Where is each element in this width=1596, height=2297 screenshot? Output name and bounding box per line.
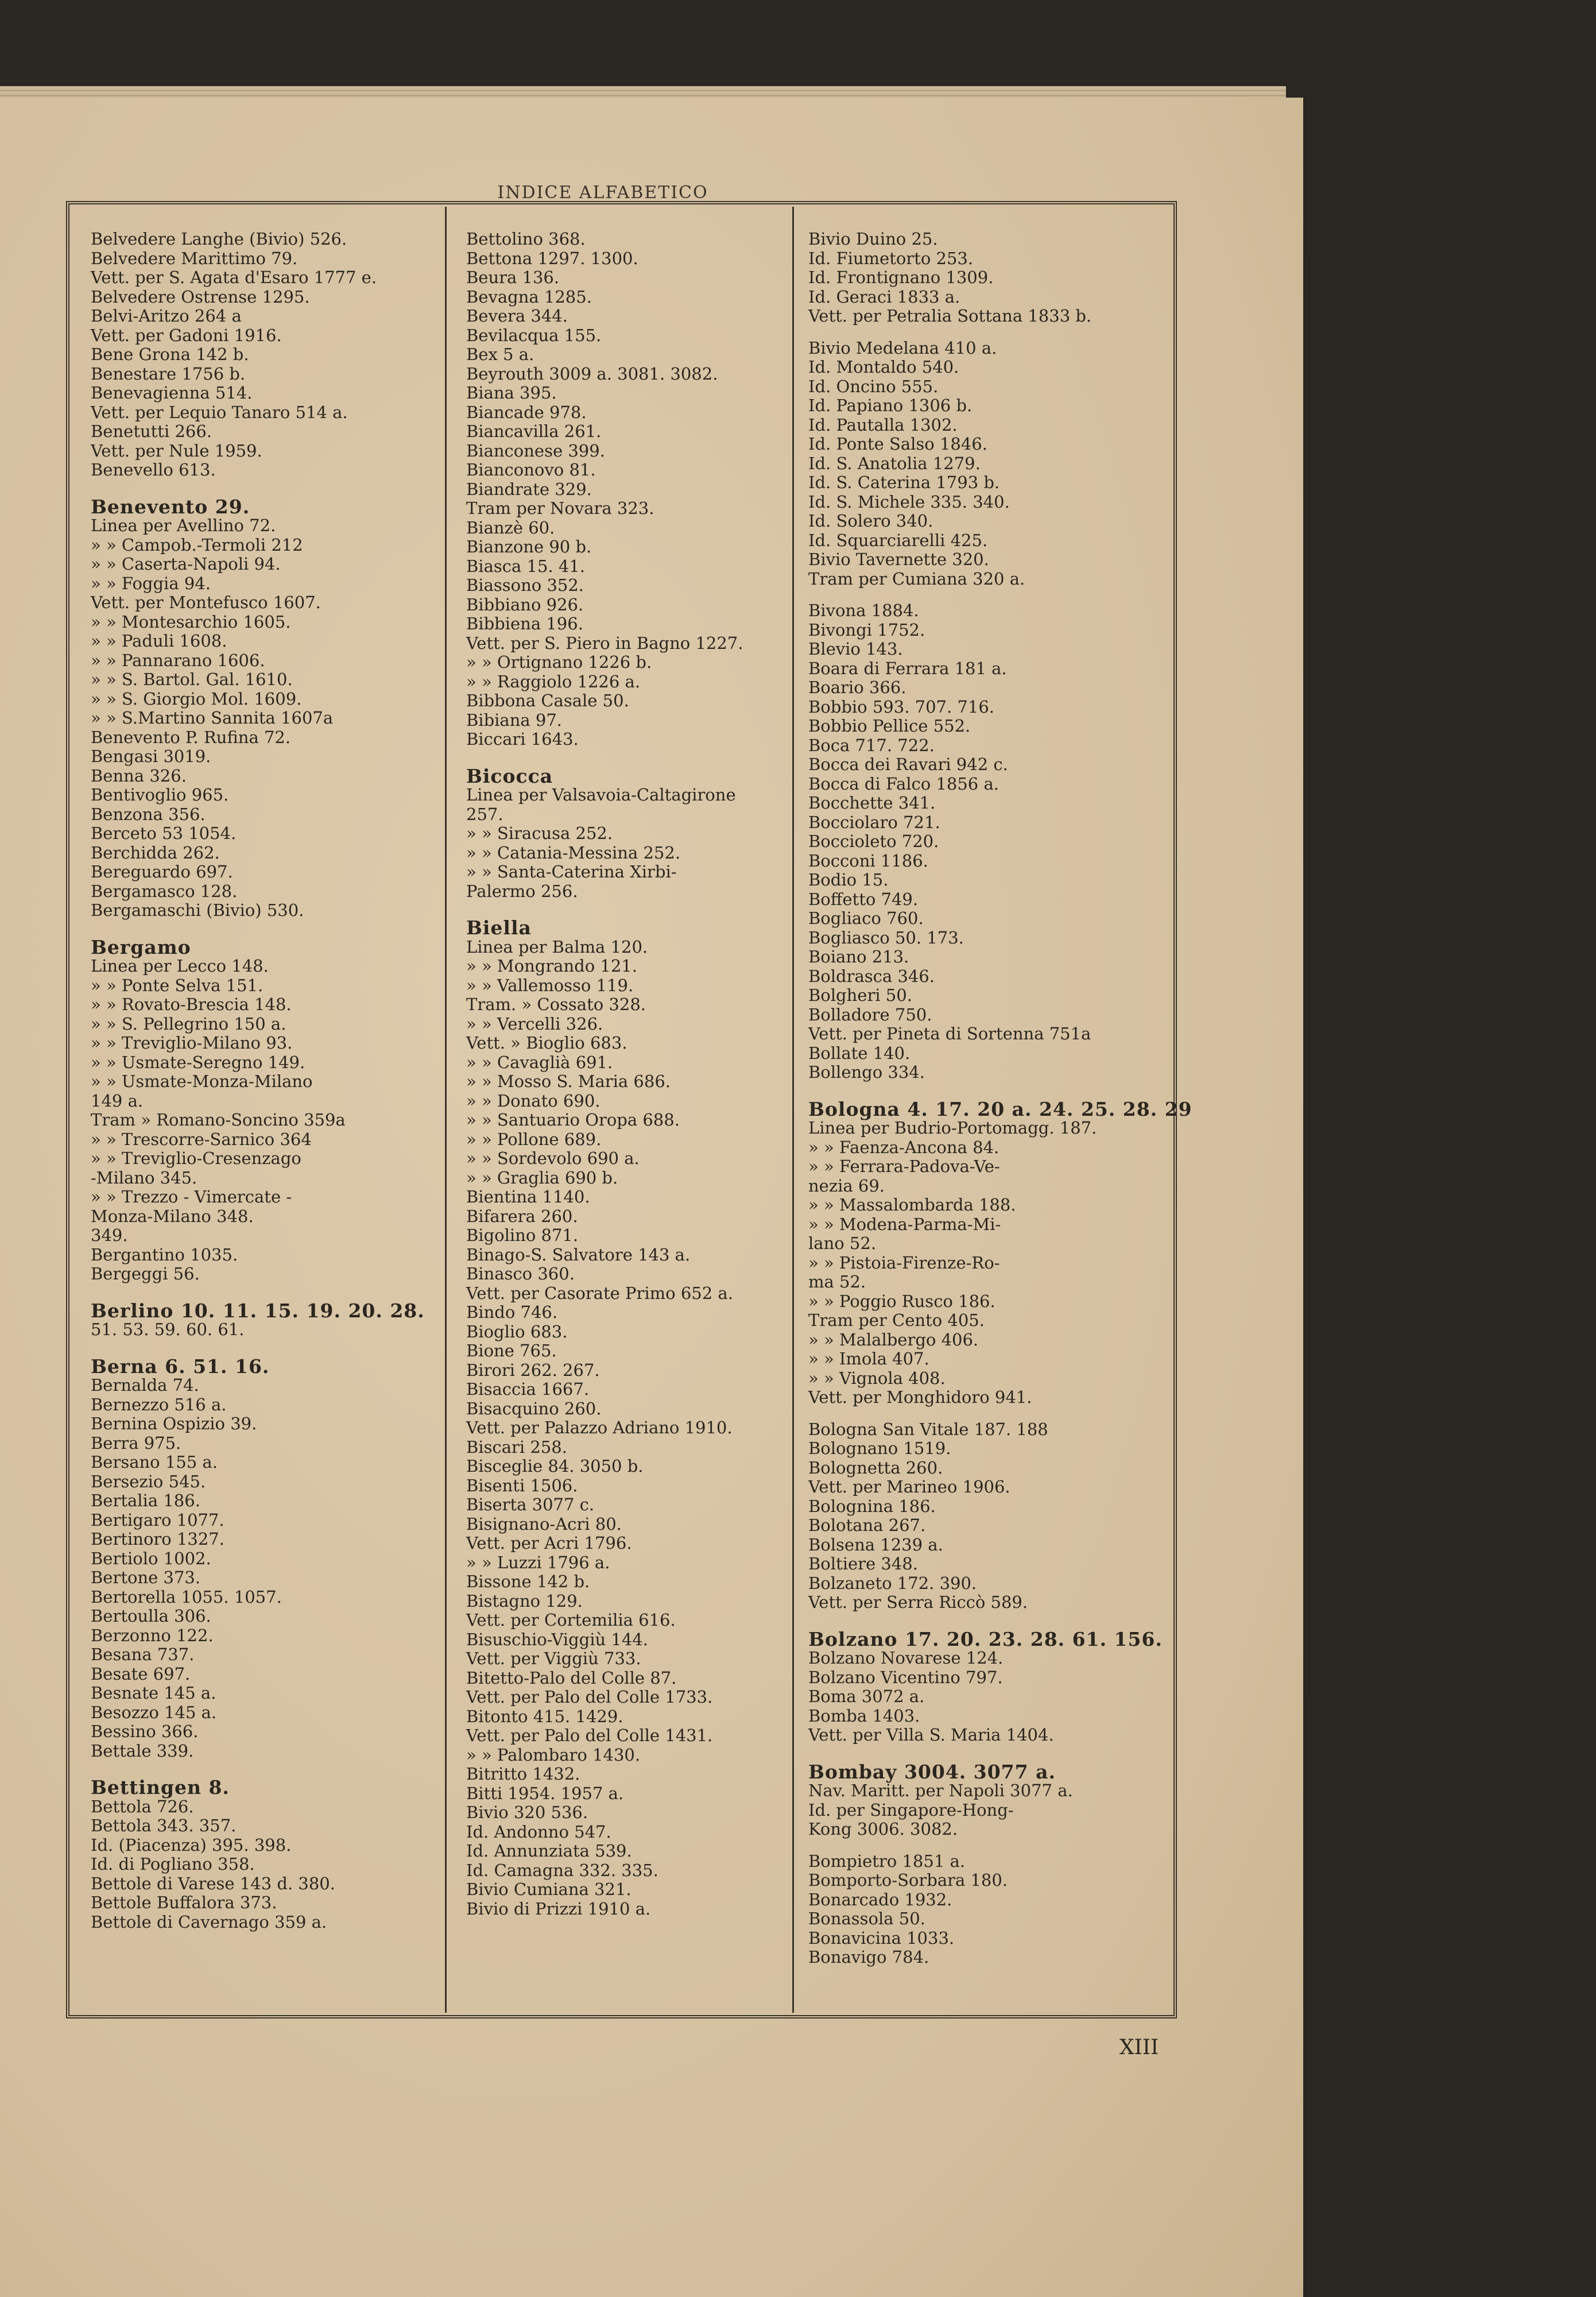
index-entry: Bevagna 1285.: [466, 287, 592, 307]
index-heading: Bologna 4. 17. 20 a. 24. 25. 28. 29: [808, 1097, 1192, 1120]
index-entry: Berceto 53 1054.: [91, 823, 237, 843]
index-entry: Vett. per Palo del Colle 1733.: [466, 1687, 713, 1707]
index-entry: » » Pannarano 1606.: [91, 650, 265, 670]
index-entry: Id. Ponte Salso 1846.: [808, 434, 987, 454]
index-entry: Bogliaco 760.: [808, 908, 924, 928]
index-entry: Bollengo 334.: [808, 1062, 925, 1082]
index-entry: » » Rovato-Brescia 148.: [91, 995, 292, 1014]
index-entry: Bernezzo 516 a.: [91, 1394, 227, 1414]
index-entry: Besate 697.: [91, 1664, 191, 1684]
index-entry: » » Massalombarda 188.: [808, 1195, 1016, 1215]
index-entry: Birori 262. 267.: [466, 1360, 600, 1380]
index-entry: Vett. per S. Agata d'Esaro 1777 e.: [91, 268, 377, 287]
index-entry: Bolognetta 260.: [808, 1457, 943, 1478]
index-entry: Vett. per Petralia Sottana 1833 b.: [808, 306, 1092, 326]
index-entry: Biancade 978.: [466, 402, 587, 422]
index-entry: Bianconovo 81.: [466, 460, 596, 479]
index-entry: Bolotana 267.: [808, 1515, 926, 1535]
index-entry: » » Santuario Oropa 688.: [466, 1110, 680, 1130]
column-rule: [445, 207, 447, 2013]
index-entry: 149 a.: [91, 1091, 144, 1111]
index-entry: Biserta 3077 c.: [466, 1495, 595, 1514]
index-entry: Linea per Budrio-Portomagg. 187.: [808, 1118, 1097, 1138]
index-entry: Bonarcado 1932.: [808, 1889, 952, 1909]
index-entry: Bertinoro 1327.: [91, 1529, 224, 1549]
index-entry: Bogliasco 50. 173.: [808, 927, 964, 948]
index-entry: Bivio Duino 25.: [808, 229, 938, 249]
index-entry: Id. (Piacenza) 395. 398.: [91, 1835, 292, 1855]
index-entry: Id. Oncino 555.: [808, 376, 939, 396]
index-entry: Bissone 142 b.: [466, 1572, 590, 1591]
index-column-2: [466, 230, 811, 2004]
index-entry: Bifarera 260.: [466, 1206, 578, 1226]
index-entry: » » Caserta-Napoli 94.: [91, 554, 281, 574]
index-entry: Bocconi 1186.: [808, 850, 928, 871]
index-entry: Bivio di Prizzi 1910 a.: [466, 1898, 651, 1919]
index-entry: Bisaccia 1667.: [466, 1379, 590, 1399]
index-entry: Bivona 1884.: [808, 601, 919, 620]
index-entry: Bonavigo 784.: [808, 1947, 929, 1967]
index-entry: Blevio 143.: [808, 639, 903, 659]
index-entry: Tram per Cumiana 320 a.: [808, 569, 1025, 589]
index-entry: » » Vignola 408.: [808, 1368, 946, 1388]
index-entry: Palermo 256.: [466, 881, 578, 901]
index-entry: Bodio 15.: [808, 870, 889, 890]
index-entry: Bertorella 1055. 1057.: [91, 1587, 282, 1607]
index-entry: Binasco 360.: [466, 1264, 575, 1283]
index-entry: Vett. per Cortemilia 616.: [466, 1610, 676, 1630]
index-entry: lano 52.: [808, 1233, 877, 1253]
index-entry: Boffetto 749.: [808, 889, 919, 909]
index-entry: Bomporto-Sorbara 180.: [808, 1870, 1008, 1890]
index-entry: Bettola 726.: [91, 1796, 194, 1816]
index-entry: Bivio 320 536.: [466, 1803, 588, 1822]
index-entry: Vett. per Viggiù 733.: [466, 1649, 641, 1668]
index-entry: » » Pistoia-Firenze-Ro-: [808, 1252, 1000, 1273]
index-entry: Vett. per Palo del Colle 1431.: [466, 1726, 713, 1745]
index-entry: Bianconese 399.: [466, 440, 605, 461]
index-entry: Bersano 155 a.: [91, 1452, 218, 1472]
index-entry: Bindo 746.: [466, 1302, 558, 1322]
index-entry: -Milano 345.: [91, 1167, 197, 1188]
index-entry: Bolzano Vicentino 797.: [808, 1667, 1003, 1687]
index-entry: » » S. Pellegrino 150 a.: [91, 1014, 286, 1034]
index-entry: Bonassola 50.: [808, 1909, 925, 1928]
index-entry: Bessino 366.: [91, 1722, 199, 1741]
index-entry: Bertiolo 1002.: [91, 1548, 211, 1568]
index-entry: Bomba 1403.: [808, 1706, 920, 1726]
index-entry: » » Donato 690.: [466, 1091, 601, 1111]
index-entry: nezia 69.: [808, 1175, 885, 1196]
index-entry: » » Catania-Messina 252.: [466, 842, 681, 863]
index-entry: Tram per Novara 323.: [466, 498, 654, 518]
index-entry: » » Raggiolo 1226 a.: [466, 671, 641, 691]
index-entry: Bianzè 60.: [466, 517, 555, 537]
index-entry: Biana 395.: [466, 383, 557, 403]
index-entry: Bentivoglio 965.: [91, 785, 229, 805]
index-entry: Boma 3072 a.: [808, 1687, 925, 1706]
index-entry: » » Paduli 1608.: [91, 631, 227, 651]
index-entry: Id. S. Anatolia 1279.: [808, 453, 981, 473]
index-entry: » » Ortignano 1226 b.: [466, 652, 652, 672]
index-entry: Belvedere Marittimo 79.: [91, 248, 298, 268]
index-heading: Bombay 3004. 3077 a.: [808, 1760, 1056, 1783]
index-entry: » » S. Giorgio Mol. 1609.: [91, 689, 302, 709]
index-entry: Bernina Ospizio 39.: [91, 1414, 257, 1433]
index-entry: Boario 366.: [808, 678, 907, 697]
index-entry: Bivio Tavernette 320.: [808, 550, 989, 569]
index-entry: Vett. per Acri 1796.: [466, 1533, 632, 1553]
index-entry: » » Siracusa 252.: [466, 823, 613, 843]
index-entry: Bergantino 1035.: [91, 1244, 238, 1264]
index-entry: Monza-Milano 348.: [91, 1206, 254, 1226]
index-entry: Bibbiano 926.: [466, 594, 584, 614]
index-entry: Biccari 1643.: [466, 729, 579, 749]
index-entry: Id. Geraci 1833 a.: [808, 287, 960, 307]
index-entry: Bocca di Falco 1856 a.: [808, 774, 999, 794]
index-entry: Boca 717. 722.: [808, 735, 935, 755]
index-entry: » » Pollone 689.: [466, 1129, 602, 1149]
index-entry: ma 52.: [808, 1272, 866, 1291]
index-heading: Biella: [466, 917, 532, 939]
index-entry: Berchidda 262.: [91, 842, 220, 863]
index-entry: Bientina 1140.: [466, 1187, 590, 1206]
index-heading: Bettingen 8.: [91, 1776, 230, 1799]
index-entry: » » Foggia 94.: [91, 573, 211, 593]
index-entry: Bettole Buffalora 373.: [91, 1893, 277, 1912]
index-entry: Vett. per Pineta di Sortenna 751a: [808, 1024, 1091, 1043]
index-entry: Bettola 343. 357.: [91, 1816, 237, 1835]
index-entry: » » Poggio Rusco 186.: [808, 1291, 995, 1311]
index-entry: Bollate 140.: [808, 1043, 911, 1063]
index-entry: Bisacquino 260.: [466, 1398, 602, 1418]
index-entry: » » Luzzi 1796 a.: [466, 1552, 610, 1572]
index-entry: Vett. per Monghidoro 941.: [808, 1387, 1032, 1407]
index-column-1: [91, 230, 435, 2004]
index-entry: » » Faenza-Ancona 84.: [808, 1137, 1000, 1157]
index-entry: Bivio Cumiana 321.: [466, 1880, 632, 1899]
index-entry: Bolsena 1239 a.: [808, 1534, 943, 1554]
index-entry: Vett. per S. Piero in Bagno 1227.: [466, 633, 743, 653]
index-entry: Bengasi 3019.: [91, 747, 211, 766]
index-entry: Bompietro 1851 a.: [808, 1851, 965, 1871]
index-entry: Belvi-Aritzo 264 a: [91, 306, 242, 326]
index-entry: Benevello 613.: [91, 460, 216, 479]
index-entry: 349.: [91, 1225, 128, 1245]
index-entry: Belvedere Langhe (Bivio) 526.: [91, 229, 347, 249]
index-entry: Bolladore 750.: [808, 1004, 932, 1024]
index-entry: Boldrasca 346.: [808, 966, 935, 986]
index-entry: » » Trezzo - Vimercate -: [91, 1187, 292, 1206]
index-entry: Bergamasco 128.: [91, 881, 238, 901]
index-entry: Bocca dei Ravari 942 c.: [808, 755, 1008, 774]
index-entry: Bolognano 1519.: [808, 1438, 951, 1458]
index-entry: Benzona 356.: [91, 804, 206, 824]
index-entry: Vett. per Casorate Primo 652 a.: [466, 1283, 733, 1303]
index-entry: Vett. per Nule 1959.: [91, 440, 262, 461]
index-entry: Bistagno 129.: [466, 1591, 583, 1611]
index-entry: Bevera 344.: [466, 306, 568, 326]
running-head: INDICE ALFABETICO: [497, 183, 708, 203]
page-number: XIII: [1119, 2036, 1159, 2059]
index-entry: » » Vercelli 326.: [466, 1014, 603, 1034]
index-entry: Tram » Romano-Soncino 359a: [91, 1110, 346, 1130]
index-entry: Bivongi 1752.: [808, 620, 925, 640]
index-entry: » » Malalbergo 406.: [808, 1329, 979, 1349]
index-entry: Id. S. Michele 335. 340.: [808, 492, 1010, 512]
index-entry: » » Vallemosso 119.: [466, 975, 634, 995]
index-entry: Biancavilla 261.: [466, 421, 602, 441]
index-entry: Id. di Pogliano 358.: [91, 1854, 255, 1874]
index-entry: Vett. per Palazzo Adriano 1910.: [466, 1418, 733, 1437]
index-entry: Bettolino 368.: [466, 229, 586, 249]
index-entry: Id. Andonno 547.: [466, 1822, 611, 1842]
index-entry: Id. Solero 340.: [808, 511, 933, 531]
index-entry: » » Mosso S. Maria 686.: [466, 1072, 671, 1091]
index-entry: Bologna San Vitale 187. 188: [808, 1419, 1048, 1439]
index-entry: Besana 737.: [91, 1645, 195, 1664]
index-entry: Boccioleto 720.: [808, 832, 939, 851]
index-entry: Id. Frontignano 1309.: [808, 268, 994, 287]
index-entry: » » Santa-Caterina Xirbi-: [466, 862, 677, 881]
index-entry: Bertoulla 306.: [91, 1606, 211, 1626]
index-entry: Vett. per Gadoni 1916.: [91, 325, 282, 345]
index-entry: » » Trescorre-Sarnico 364: [91, 1129, 312, 1149]
index-entry: Besnate 145 a.: [91, 1683, 216, 1703]
index-entry: Linea per Balma 120.: [466, 937, 648, 957]
index-entry: Vett. per Montefusco 1607.: [91, 593, 321, 612]
index-entry: Bobbio Pellice 552.: [808, 716, 971, 736]
index-entry: Bisuschio-Viggiù 144.: [466, 1629, 648, 1649]
index-entry: » » Ferrara-Padova-Ve-: [808, 1157, 1000, 1176]
index-entry: Berzonno 122.: [91, 1625, 214, 1645]
index-entry: Biandrate 329.: [466, 479, 592, 499]
index-entry: Boiano 213.: [808, 947, 909, 966]
index-entry: Bibbona Casale 50.: [466, 691, 629, 710]
index-entry: Linea per Avellino 72.: [91, 516, 276, 535]
index-column-3: [808, 229, 1192, 2004]
index-entry: » » Cavaglià 691.: [466, 1052, 613, 1072]
index-entry: » » Mongrando 121.: [466, 956, 637, 976]
index-entry: Bibbiena 196.: [466, 614, 583, 633]
index-entry: Id. Papiano 1306 b.: [808, 396, 973, 415]
index-entry: Kong 3006. 3082.: [808, 1819, 958, 1839]
index-entry: Biasca 15. 41.: [466, 556, 585, 576]
index-entry: Bolognina 186.: [808, 1496, 936, 1516]
index-entry: » » S.Martino Sannita 1607a: [91, 708, 334, 728]
index-entry: » » Palombaro 1430.: [466, 1745, 641, 1765]
index-entry: Bolzano Novarese 124.: [808, 1648, 1004, 1668]
index-entry: » » Usmate-Seregno 149.: [91, 1052, 305, 1072]
index-entry: Binago-S. Salvatore 143 a.: [466, 1244, 691, 1264]
index-entry: Bisenti 1506.: [466, 1475, 578, 1495]
index-entry: Id. Camagna 332. 335.: [466, 1860, 658, 1880]
index-entry: Bergamaschi (Bivio) 530.: [91, 900, 304, 920]
index-entry: Tram. » Cossato 328.: [466, 995, 646, 1014]
index-entry: Linea per Lecco 148.: [91, 956, 269, 976]
index-heading: Benevento 29.: [91, 495, 250, 518]
index-entry: Bigolino 871.: [466, 1225, 579, 1245]
index-entry: Linea per Valsavoia-Caltagirone: [466, 785, 736, 805]
index-entry: Bertigaro 1077.: [91, 1510, 224, 1530]
index-entry: Benevento P. Rufina 72.: [91, 727, 291, 747]
index-entry: » » Treviglio-Milano 93.: [91, 1033, 293, 1053]
index-entry: Bisceglie 84. 3050 b.: [466, 1456, 644, 1476]
index-entry: Vett. per Villa S. Maria 1404.: [808, 1725, 1054, 1745]
index-entry: Boara di Ferrara 181 a.: [808, 658, 1007, 678]
index-entry: » » Sordevolo 690 a.: [466, 1148, 640, 1168]
index-entry: Bernalda 74.: [91, 1375, 199, 1395]
index-entry: Bersezio 545.: [91, 1471, 206, 1491]
index-entry: Benetutti 266.: [91, 421, 212, 441]
index-entry: Bevilacqua 155.: [466, 325, 602, 345]
index-entry: Bisignano-Acri 80.: [466, 1514, 622, 1534]
index-entry: Benestare 1756 b.: [91, 364, 246, 384]
index-entry: Bex 5 a.: [466, 345, 534, 364]
index-entry: Bolzaneto 172. 390.: [808, 1573, 977, 1593]
index-entry: Vett. per Marineo 1906.: [808, 1477, 1010, 1496]
index-entry: Bitritto 1432.: [466, 1764, 580, 1784]
index-entry: Bettole di Cavernago 359 a.: [91, 1912, 327, 1932]
index-entry: Bioglio 683.: [466, 1321, 568, 1341]
index-entry: Id. Squarciarelli 425.: [808, 530, 988, 550]
index-entry: Id. S. Caterina 1793 b.: [808, 473, 1000, 492]
index-entry: Id. Montaldo 540.: [808, 357, 959, 377]
index-heading: Berna 6. 51. 16.: [91, 1355, 270, 1378]
index-entry: Bione 765.: [466, 1341, 557, 1360]
index-entry: » » Usmate-Monza-Milano: [91, 1072, 313, 1091]
index-entry: » » Graglia 690 b.: [466, 1167, 618, 1188]
index-entry: Bonavicina 1033.: [808, 1928, 955, 1948]
index-entry: Nav. Maritt. per Napoli 3077 a.: [808, 1781, 1073, 1800]
index-entry: Bolgheri 50.: [808, 985, 912, 1005]
index-entry: Bitonto 415. 1429.: [466, 1706, 623, 1726]
index-entry: Bianzone 90 b.: [466, 537, 592, 556]
index-entry: » » Ponte Selva 151.: [91, 975, 264, 995]
index-entry: 51. 53. 59. 60. 61.: [91, 1320, 245, 1339]
index-entry: » » Montesarchio 1605.: [91, 612, 291, 632]
index-entry: Belvedere Ostrense 1295.: [91, 287, 310, 307]
index-heading: Bolzano 17. 20. 23. 28. 61. 156.: [808, 1627, 1163, 1650]
index-entry: Bivio Medelana 410 a.: [808, 338, 997, 358]
index-entry: Bocchette 341.: [808, 793, 936, 813]
index-entry: Biassono 352.: [466, 575, 584, 595]
index-heading: Bergamo: [91, 935, 191, 958]
index-entry: Bene Grona 142 b.: [91, 345, 249, 364]
index-entry: Beura 136.: [466, 268, 560, 287]
index-entry: » » S. Bartol. Gal. 1610.: [91, 670, 293, 689]
index-entry: Bereguardo 697.: [91, 862, 233, 881]
index-entry: Benevagienna 514.: [91, 383, 253, 403]
index-entry: Bitti 1954. 1957 a.: [466, 1783, 624, 1803]
index-entry: Bergeggi 56.: [91, 1264, 200, 1283]
index-entry: Bocciolaro 721.: [808, 812, 940, 832]
index-entry: Vett. » Bioglio 683.: [466, 1033, 627, 1053]
index-entry: Bettole di Varese 143 d. 380.: [91, 1873, 335, 1893]
index-entry: Bettona 1297. 1300.: [466, 248, 638, 268]
index-entry: Berra 975.: [91, 1433, 181, 1453]
index-entry: » » Campob.-Termoli 212: [91, 535, 303, 555]
index-entry: Bertalia 186.: [91, 1491, 200, 1510]
index-entry: » » Imola 407.: [808, 1349, 929, 1368]
index-entry: Boltiere 348.: [808, 1554, 918, 1573]
index-entry: Bitetto-Palo del Colle 87.: [466, 1668, 677, 1688]
index-entry: Id. Fiumetorto 253.: [808, 248, 974, 268]
index-entry: » » Modena-Parma-Mi-: [808, 1214, 1001, 1234]
index-entry: Bibiana 97.: [466, 710, 563, 730]
index-entry: Id. Annunziata 539.: [466, 1841, 632, 1861]
index-entry: Tram per Cento 405.: [808, 1310, 985, 1330]
index-entry: Id. per Singapore-Hong-: [808, 1800, 1014, 1820]
index-entry: Benna 326.: [91, 765, 187, 786]
index-entry: Biscari 258.: [466, 1437, 567, 1457]
index-entry: Vett. per Serra Riccò 589.: [808, 1592, 1028, 1612]
index-entry: 257.: [466, 804, 503, 824]
index-entry: Bobbio 593. 707. 716.: [808, 697, 994, 717]
index-entry: » » Treviglio-Cresenzago: [91, 1148, 301, 1168]
index-entry: Besozzo 145 a.: [91, 1702, 217, 1722]
index-entry: Bertone 373.: [91, 1568, 201, 1587]
index-heading: Bicocca: [466, 764, 553, 787]
index-entry: Vett. per Lequio Tanaro 514 a.: [91, 402, 348, 422]
index-heading: Berlino 10. 11. 15. 19. 20. 28.: [91, 1299, 425, 1322]
index-entry: Bettale 339.: [91, 1741, 194, 1761]
index-entry: Beyrouth 3009 a. 3081. 3082.: [466, 364, 718, 384]
index-entry: Id. Pautalla 1302.: [808, 415, 958, 435]
